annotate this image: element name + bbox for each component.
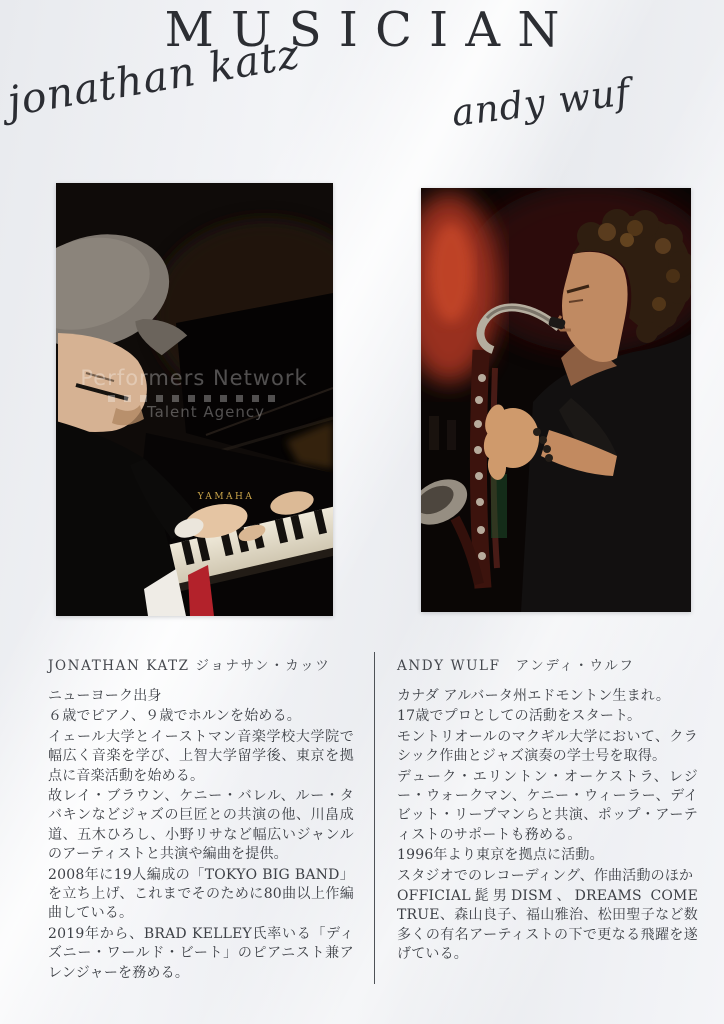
bio-paragraph: ニューヨーク出身	[48, 688, 162, 704]
bio-paragraph: 2019年から、BRAD KELLEY氏率いる「ディズニー・ワールド・ビート」のピアニスト兼アレンジャーを務める。	[48, 925, 354, 981]
musician-heading-andy-wulf: ANDY WULF アンディ・ウルフ	[397, 658, 635, 674]
column-divider	[374, 652, 375, 984]
green-strap-accent	[491, 474, 507, 538]
watermark-line2: Talent Agency	[146, 403, 266, 421]
page-title: MUSICIAN	[164, 2, 577, 58]
bio-paragraph: 17歳でプロとしての活動をスタート。	[397, 708, 642, 725]
musician-heading-jonathan-katz: JONATHAN KATZ ジョナサン・カッツ	[48, 658, 331, 674]
watermark-line1: Performers Network	[80, 366, 308, 390]
piano-photo-illustration	[56, 183, 333, 616]
bio-paragraph: スタジオでのレコーディング、作曲活動のほか	[397, 867, 694, 884]
bio-paragraph: 故レイ・ブラウン、ケニー・バレル、ルー・タバキンなどジャズの巨匠との共演の他、川畠成道、五木ひろし、小野リサなど幅広いジャンルのアーティストと共演や編曲を提供。	[48, 788, 354, 863]
jonathan-katz-photo	[56, 183, 333, 616]
sax-photo-illustration	[421, 188, 691, 612]
bio-paragraph: OFFICIAL髭男DISM、DREAMS COME TRUE、森山良子、福山雅治、松田聖子など数多くの有名アーティストの下で更なる飛躍を遂げている。	[397, 888, 698, 963]
red-light-core	[429, 223, 473, 323]
script-name-andy-wuf: andy wuf	[449, 70, 633, 135]
bio-paragraph: デューク・エリントン・オーケストラ、レジー・ウォークマン、ケニー・ウィーラー、デイビット・リーブマンらと共演、ポップ・アーティストのサポートも務める。	[397, 768, 698, 843]
andy-wulf-photo	[421, 188, 691, 612]
script-name-jonathan-katz: jonathan katz	[4, 29, 304, 126]
bio-paragraph: 2008年に19人編成の「TOKYO BIG BAND」を立ち上げ、これまでそのために80曲以上作編曲している。	[48, 866, 354, 922]
bio-paragraph: ６歳でピアノ、９歳でホルンを始める。	[48, 708, 302, 725]
background-bottle	[447, 420, 456, 450]
bio-paragraph: 1996年より東京を拠点に活動。	[397, 847, 604, 864]
bio-paragraph: カナダ アルバータ州エドモントン生まれ。	[397, 688, 671, 704]
andy-wulf-bio-section	[397, 654, 698, 966]
jonathan-katz-bio-section	[48, 654, 354, 984]
bio-paragraph: イェール大学とイーストマン音楽学校大学院で幅広く音楽を学び、上智大学留学後、東京を拠点に音楽活動を始める。	[48, 728, 354, 784]
piano-brand-label: YAMAHA	[197, 492, 255, 502]
bio-paragraph: モントリオールのマクギル大学において、クラシック作曲とジャズ演奏の学士号を取得。	[397, 728, 698, 765]
background-bottle	[429, 416, 439, 450]
